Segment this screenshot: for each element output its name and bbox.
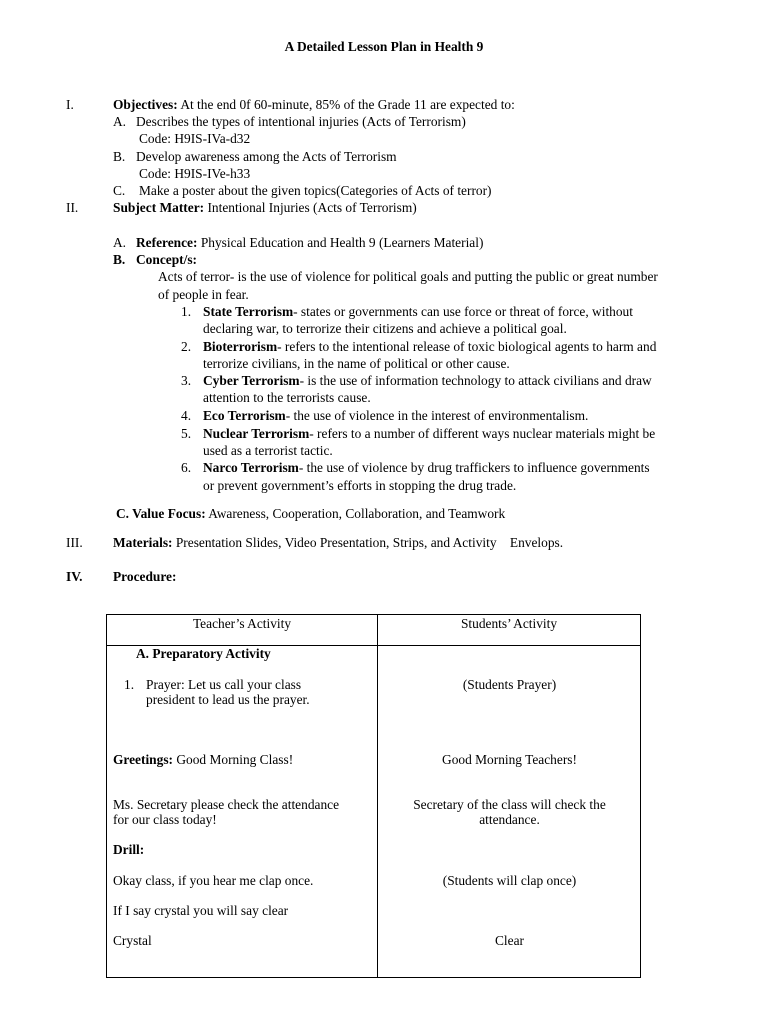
objective-a-letter: A. (113, 114, 127, 129)
concept-definition: - refers to a number of different ways nuclear materials might be (309, 426, 656, 441)
procedure-table (106, 614, 641, 978)
students-prayer: (Students Prayer) (462, 677, 557, 692)
students-greetings: Good Morning Teachers! (442, 752, 577, 767)
concept-item-num: 3. (181, 373, 192, 388)
concept-definition: - the use of violence by drug traffickers to influence governments (298, 460, 650, 475)
objectives-label: Objectives: (113, 97, 178, 112)
concept-term: Narco Terrorism (203, 460, 299, 475)
students-activity-header (378, 615, 641, 646)
concept-item-line (203, 459, 650, 476)
concepts-intro-line1: Acts of terror- is the use of violence for political goals and putting the public or great number (158, 269, 658, 284)
prayer-line2: president to lead us the prayer. (146, 692, 310, 707)
teacher-activity-header (107, 615, 378, 646)
concept-item-line (203, 407, 588, 424)
objective-c-text: Make a poster about the given topics(Categories of Acts of terror) (139, 183, 492, 198)
objective-c-letter: C. (113, 183, 126, 198)
objective-b-text: Develop awareness among the Acts of Terrorism (136, 149, 397, 164)
section-numeral-objectives: I. (66, 97, 74, 112)
concept-definition: - states or governments can use force or threat of force, without (293, 304, 633, 319)
objectives-text: At the end 0f 60-minute, 85% of the Grade 11 are expected to: (180, 97, 515, 112)
concept-item-line2: used as a terrorist tactic. (203, 443, 333, 458)
concept-term: Bioterrorism (203, 339, 278, 354)
greetings-line (113, 752, 293, 767)
subject-matter-label: Subject Matter: (113, 200, 205, 215)
concept-definition: - the use of violence in the interest of environmentalism. (285, 408, 589, 423)
materials-text: Presentation Slides, Video Presentation, Strips, and Activity Envelops. (175, 535, 564, 550)
section-numeral-procedure: IV. (66, 569, 83, 584)
crystal-word: Crystal (113, 933, 152, 948)
subject-matter-line (113, 199, 417, 216)
objective-b-code: Code: H9IS-IVe-h33 (139, 166, 251, 181)
teacher-activity-header-text: Teacher’s Activity (192, 616, 292, 631)
prayer-num: 1. (124, 677, 135, 692)
concept-item-num: 1. (181, 304, 192, 319)
section-numeral-materials: III. (66, 535, 83, 550)
students-attendance-line1: Secretary of the class will check the (413, 797, 606, 812)
concepts-letter: B. (113, 252, 126, 267)
subject-matter-text: Intentional Injuries (Acts of Terrorism) (207, 200, 417, 215)
reference-line (136, 234, 483, 251)
teacher-activity-content (107, 646, 377, 977)
table-header-row (107, 615, 641, 646)
concept-item-line2: or prevent government’s efforts in stopping the drug trade. (203, 478, 517, 493)
students-attendance-line2: attendance. (479, 812, 540, 827)
concept-term: Nuclear Terrorism (203, 426, 310, 441)
concept-definition: - refers to the intentional release of toxic biological agents to harm and (277, 339, 657, 354)
concept-definition: - is the use of information technology to attack civilians and draw (299, 373, 652, 388)
concept-item-line (203, 338, 656, 355)
drill-label: Drill: (113, 842, 145, 857)
objective-b-letter: B. (113, 149, 126, 164)
attendance-line2: for our class today! (113, 812, 217, 827)
objective-a-code: Code: H9IS-IVa-d32 (139, 131, 251, 146)
objective-a-text: Describes the types of intentional injuries (Acts of Terrorism) (136, 114, 466, 129)
materials-line (113, 534, 563, 551)
concept-item-line2: terrorize civilians, in the name of political or other cause. (203, 356, 510, 371)
concept-item-line2: attention to the terrorists cause. (203, 390, 371, 405)
materials-label: Materials: (113, 535, 173, 550)
section-numeral-subject-matter: II. (66, 200, 79, 215)
students-clear: Clear (495, 933, 524, 948)
value-focus-label: C. Value Focus: (116, 506, 206, 521)
table-body-row (107, 646, 641, 978)
crystal-instruction: If I say crystal you will say clear (113, 903, 289, 918)
concept-item-num: 2. (181, 339, 192, 354)
concept-item-line (203, 303, 633, 320)
preparatory-activity-heading: A. Preparatory Activity (136, 646, 271, 661)
reference-letter: A. (113, 235, 127, 250)
value-focus-line (116, 505, 505, 522)
concept-term: Eco Terrorism (203, 408, 286, 423)
value-focus-text: Awareness, Cooperation, Collaboration, and Teamwork (208, 506, 506, 521)
reference-text: Physical Education and Health 9 (Learners Material) (200, 235, 484, 250)
students-activity-content (378, 646, 640, 977)
teacher-activity-cell (107, 646, 378, 978)
students-activity-cell (378, 646, 641, 978)
concept-item-num: 6. (181, 460, 192, 475)
concepts-intro-line2: of people in fear. (158, 287, 249, 302)
concept-item-num: 5. (181, 426, 192, 441)
drill-line: Okay class, if you hear me clap once. (113, 873, 314, 888)
concept-term: State Terrorism (203, 304, 294, 319)
greetings-label: Greetings: (113, 752, 173, 767)
students-activity-header-text: Students’ Activity (460, 616, 558, 631)
concepts-label: Concept/s: (136, 252, 197, 267)
prayer-line1: Prayer: Let us call your class (146, 677, 302, 692)
concept-item-num: 4. (181, 408, 192, 423)
procedure-label: Procedure: (113, 569, 177, 584)
greetings-text: Good Morning Class! (176, 752, 294, 767)
attendance-line1: Ms. Secretary please check the attendance (113, 797, 340, 812)
students-clap: (Students will clap once) (442, 873, 577, 888)
concept-item-line (203, 372, 652, 389)
page-title: A Detailed Lesson Plan in Health 9 (284, 39, 484, 54)
objectives-line (113, 96, 515, 113)
reference-label: Reference: (136, 235, 198, 250)
concept-item-line (203, 425, 655, 442)
concept-term: Cyber Terrorism (203, 373, 300, 388)
concept-item-line2: declaring war, to terrorize their citizens and achieve a political goal. (203, 321, 567, 336)
